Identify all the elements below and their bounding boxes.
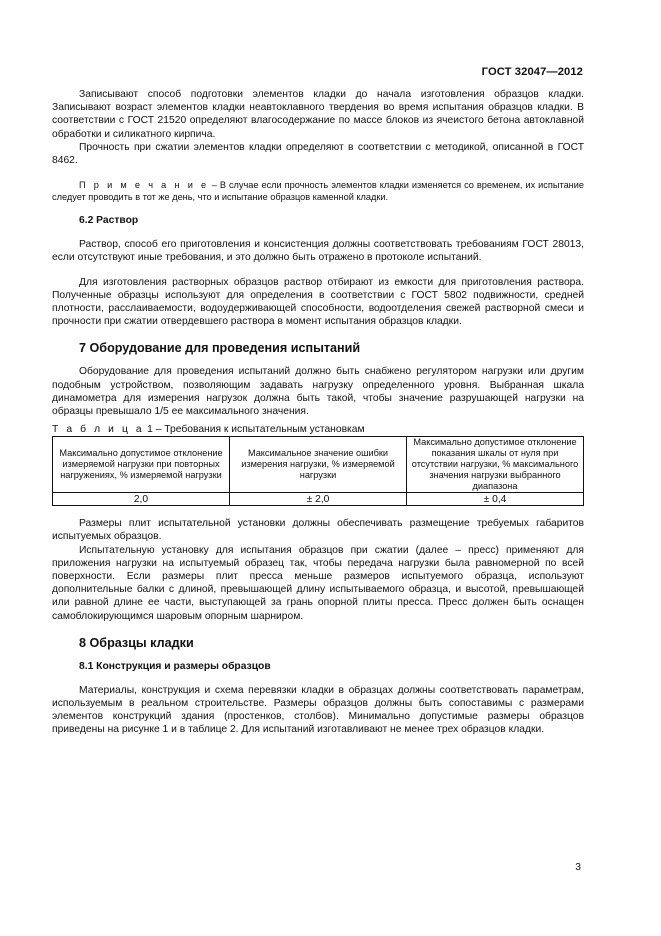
table-header-cell: Максимально допустимое отклонение показания шкалы от нуля при отсутствии нагрузки, % максимального значения нагрузки выбранного диапазона: [407, 437, 584, 493]
section-8-title: 8 Образцы кладки: [79, 635, 194, 650]
table-1-label: Т а б л и ц а: [52, 424, 145, 436]
section-6-2-paragraph-1: Раствор, способ его приготовления и консистенция должны соответствовать требованиям ГОСТ 28013, если отсутствуют иные требования, и это должно быть отражено в протоколе испытаний.: [52, 239, 584, 264]
section-8-1-title: 8.1 Конструкция и размеры образцов: [79, 660, 271, 672]
table-header-row: [53, 437, 584, 493]
table-cell: ± 0,4: [407, 493, 584, 506]
table-cell: ± 2,0: [230, 493, 407, 506]
page-content: [52, 0, 584, 737]
table-1-caption: [52, 424, 584, 436]
intro-paragraph-2: Прочность при сжатии элементов кладки определяют в соответствии с методикой, описанной в ГОСТ 8462.: [52, 141, 584, 167]
note-label: П р и м е ч а н и е: [79, 180, 209, 191]
standard-header: ГОСТ 32047—2012: [481, 66, 583, 78]
table-header-cell: Максимально допустимое отклонение измеряемой нагрузки при повторных нагружениях, % измеряемой нагрузки: [53, 437, 230, 493]
section-7-paragraph-2: Размеры плит испытательной установки должны обеспечивать размещение требуемых габаритов испытуемых образцов.: [52, 518, 584, 543]
section-6-2-paragraph-2: Для изготовления растворных образцов раствор отбирают из емкости для приготовления раствора. Полученные образцы используют для определения в соответствии с ГОСТ 5802 подвижности, средней плотности, расслаиваемости, водоудерживающей способности, водоотделения свежей растворной смеси и прочности при сжатии отвердевшего раствора в момент испытания образцов кладки.: [52, 276, 584, 328]
table-row: [53, 493, 584, 506]
section-7-paragraph-3: Испытательную установку для испытания образцов при сжатии (далее – пресс) применяют для приложения нагрузки на испытуемый образец так, чтобы передача нагрузки была равномерной по всей поверхности. Если размеры плит пресса меньше размеров испытуемого образца, используют дополнительные балки с длиной, превышающей длину испытываемого образца, и высотой, превышающей или равной длине ее части, выступающей за грань опорной плиты пресса. Пресс должен быть оснащен самоблокирующимся шаровым опорным шарниром.: [52, 544, 584, 622]
table-1: [52, 436, 584, 506]
table-cell: 2,0: [53, 493, 230, 506]
intro-paragraph-1: Записывают способ подготовки элементов кладки до начала изготовления образцов кладки. Записывают возраст элементов кладки неавтоклавного твердения во время испытания образцов кладки. В соответствии с ГОСТ 21520 определяют влагосодержание по массе блоков из ячеистого бетона автоклавной обработки и силикатного кирпича.: [52, 89, 584, 140]
table-header-cell: Максимальное значение ошибки измерения нагрузки, % измеряемой нагрузки: [230, 437, 407, 493]
section-7-paragraph-1: Оборудование для проведения испытаний должно быть снабжено регулятором нагрузки или другим подобным устройством, позволяющим задавать нагрузку определенного уровня. Выбранная шкала динамометра для измерения нагрузок должна быть такой, чтобы значение разрушающей нагрузки на образцы превышало 1/5 ее максимального значения.: [52, 366, 584, 418]
page-number: 3: [575, 862, 581, 873]
section-6-2-title: 6.2 Раствор: [79, 215, 139, 227]
table-1-caption-text: 1 – Требования к испытательным установкам: [144, 424, 365, 436]
section-7-title: 7 Оборудование для проведения испытаний: [79, 341, 361, 356]
note: [52, 179, 584, 203]
section-8-1-paragraph-1: Материалы, конструкция и схема перевязки кладки в образцах должны соответствовать параметрам, используемым в реальном строительстве. Размеры образцов должны быть сопоставимы с размерами элементов конструкций здания (простенков, столбов). Минимально допустимые размеры образцов приведены на рисунке 1 и в таблице 2. Для испытаний изготавливают не менее трех образцов кладки.: [52, 684, 584, 736]
note-text: – В случае если прочность элементов кладки изменяется со временем, их испытание следует проводить в тот же день, что и испытание образцов каменной кладки.: [52, 180, 584, 203]
